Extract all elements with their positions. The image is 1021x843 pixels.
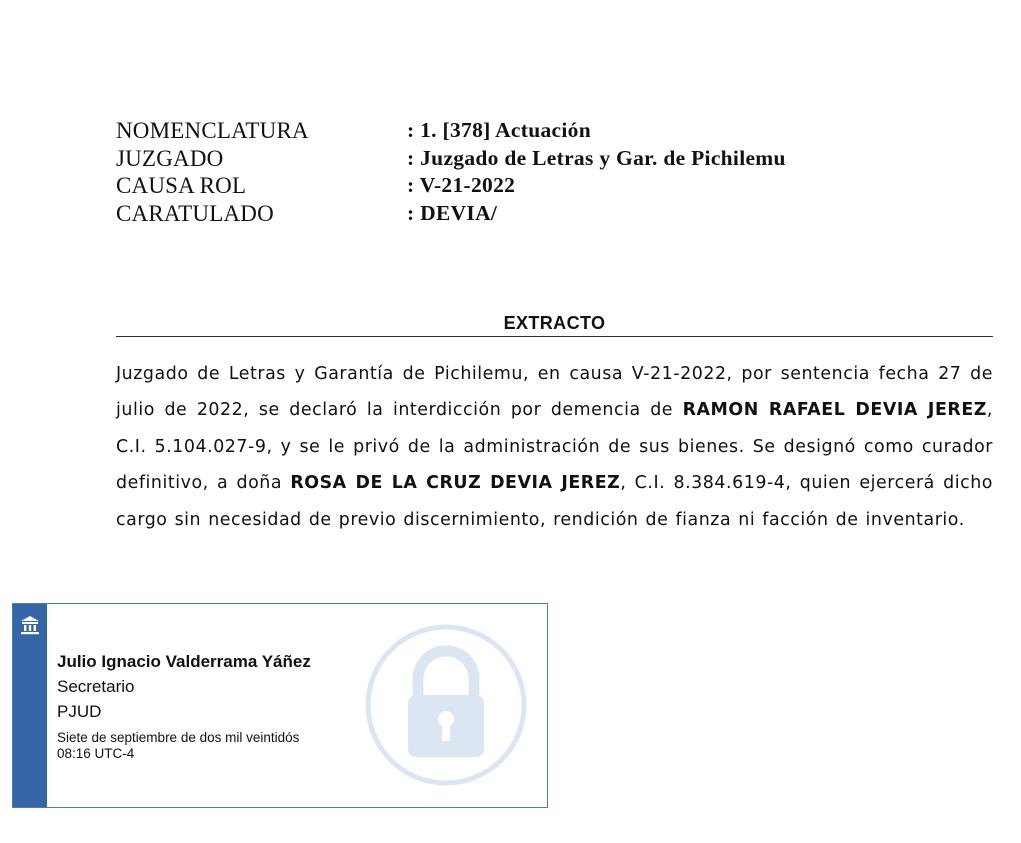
header-label: JUZGADO [116,145,224,171]
header-value: : Juzgado de Letras y Gar. de Pichilemu [407,145,786,170]
header-row-juzgado [116,145,786,173]
header-label: NOMENCLATURA [116,118,309,143]
electronic-signature-stamp [12,603,548,808]
signature-date: Siete de septiembre de dos mil veintidós [57,730,300,745]
extract-paragraph [116,356,993,538]
extract-text: , C.I. 5.104.027-9, y se le privó de la administración de sus bienes. Se designó como curador definitivo, a doña [116,400,993,494]
signature-side-bar [13,604,47,807]
header-value: : V-21-2022 [407,173,516,197]
extract-text: , C.I. 8.384.619-4, quien ejercerá dicho cargo sin necesidad de previo discernimiento, rendición de fianza ni facción de inventario. [116,473,993,530]
header-label: CAUSA ROL [116,173,247,198]
signature-time: 08:16 UTC-4 [57,746,135,761]
extract-text: Juzgado de Letras y Garantía de Pichilemu, en causa V-21-2022, por sentencia fecha 27 de julio de 2022, se declaró la interdicción por demencia de [116,364,993,421]
lock-icon [364,623,528,787]
extract-title: EXTRACTO [503,313,606,333]
signature-details [57,650,311,762]
institution-icon [19,614,41,636]
extract-text-bold-interdicto: RAMON RAFAEL DEVIA JEREZ [682,400,987,421]
header-row-caratulado [116,200,786,228]
header-value: : 1. [378] Actuación [407,118,591,142]
header-value: : DEVIA/ [407,200,498,225]
signer-name: Julio Ignacio Valderrama Yáñez [57,652,311,671]
case-header [116,117,786,227]
header-label: CARATULADO [116,200,274,226]
header-row-causa-rol [116,172,786,200]
header-row-nomenclatura [116,117,786,145]
extract-divider [116,336,993,337]
extract-text-bold-curador: ROSA DE LA CRUZ DEVIA JEREZ [290,473,621,494]
signer-organization: PJUD [57,702,102,721]
signer-role: Secretario [57,677,135,696]
